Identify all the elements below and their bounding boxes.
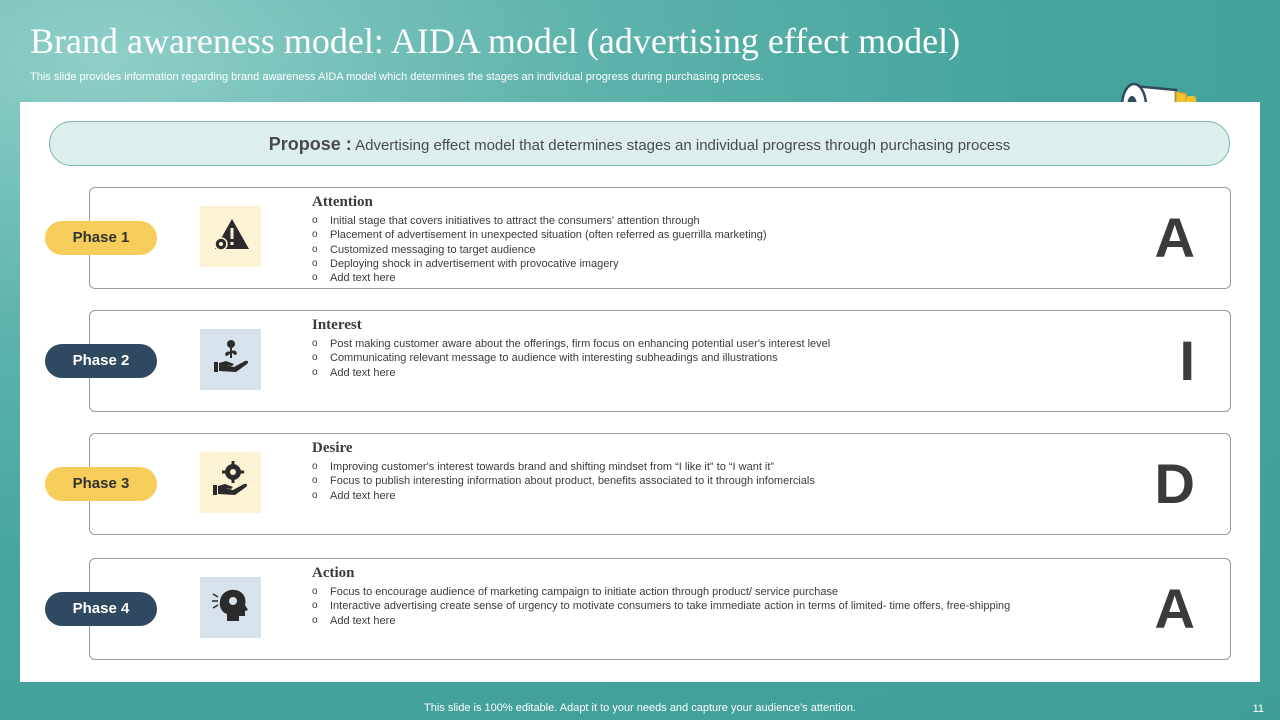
bullet-item: o Focus to publish interesting information about product, benefits associated to it through infomercials [312,474,815,488]
phase-content [312,315,830,380]
bullet-list [312,337,830,380]
bullet-item: o Add text here [312,489,815,503]
propose-text: Advertising effect model that determines stages an individual progress through purchasing process [351,137,1011,154]
bullet-item: o Add text here [312,271,767,285]
phase-3-pill: Phase 3 [45,467,157,501]
head-idea-icon [211,587,251,628]
bullet-item: o Improving customer's interest towards brand and shifting mindset from “I like it” to “I want it” [312,460,815,474]
bullet-list [312,214,767,285]
phase-card-desire [89,433,1231,535]
bullet-item: o Customized messaging to target audience [312,243,767,257]
slide-title: Brand awareness model: AIDA model (advertising effect model) [30,21,961,61]
icon-tile [200,206,261,267]
phase-2-pill: Phase 2 [45,344,157,378]
icon-tile [200,577,261,638]
icon-tile [200,452,261,513]
warning-gear-icon [212,217,250,256]
bullet-item: o Add text here [312,614,1010,628]
bullet-item: o Deploying shock in advertisement with provocative imagery [312,257,767,271]
phase-card-action [89,558,1231,660]
bullet-item: o Communicating relevant message to audience with interesting subheadings and illustrations [312,351,830,365]
phase-letter: A [1154,577,1195,640]
propose-label: Propose : [268,134,352,154]
bullet-item: o Placement of advertisement in unexpected situation (often referred as guerrilla marketing) [312,228,767,242]
bullet-item: o Initial stage that covers initiatives to attract the consumers' attention through [312,214,767,228]
hand-gear-icon [211,461,251,504]
phase-title: Interest [312,317,362,333]
phase-card-attention [89,187,1231,289]
phase-title: Attention [312,194,373,210]
bullet-item: o Interactive advertising create sense of urgency to motivate consumers to take immediate action in terms of limited- time offers, free-shipping [312,599,1010,613]
hand-growth-icon [212,338,250,381]
phase-4-pill: Phase 4 [45,592,157,626]
phase-title: Action [312,565,355,581]
footer-note: This slide is 100% editable. Adapt it to your needs and capture your audience's attention. [424,702,856,714]
phase-title: Desire [312,440,353,456]
slide-subtitle: This slide provides information regarding brand awareness AIDA model which determines the stages an individual progress during purchasing process. [30,71,764,83]
phase-letter: A [1154,206,1195,269]
phase-content [312,192,767,285]
phase-1-pill: Phase 1 [45,221,157,255]
bullet-list [312,460,815,503]
phase-letter: I [1179,329,1195,392]
page-number: 11 [1252,703,1264,715]
phase-content [312,563,1010,628]
phase-card-interest [89,310,1231,412]
icon-tile [200,329,261,390]
bullet-item: o Post making customer aware about the offerings, firm focus on enhancing potential user's interest level [312,337,830,351]
bullet-list [312,585,1010,628]
content-panel [20,102,1260,682]
propose-banner [49,121,1230,166]
phase-content [312,438,815,503]
bullet-item: o Add text here [312,366,830,380]
phase-letter: D [1154,452,1195,515]
bullet-item: o Focus to encourage audience of marketing campaign to initiate action through product/ service purchase [312,585,1010,599]
